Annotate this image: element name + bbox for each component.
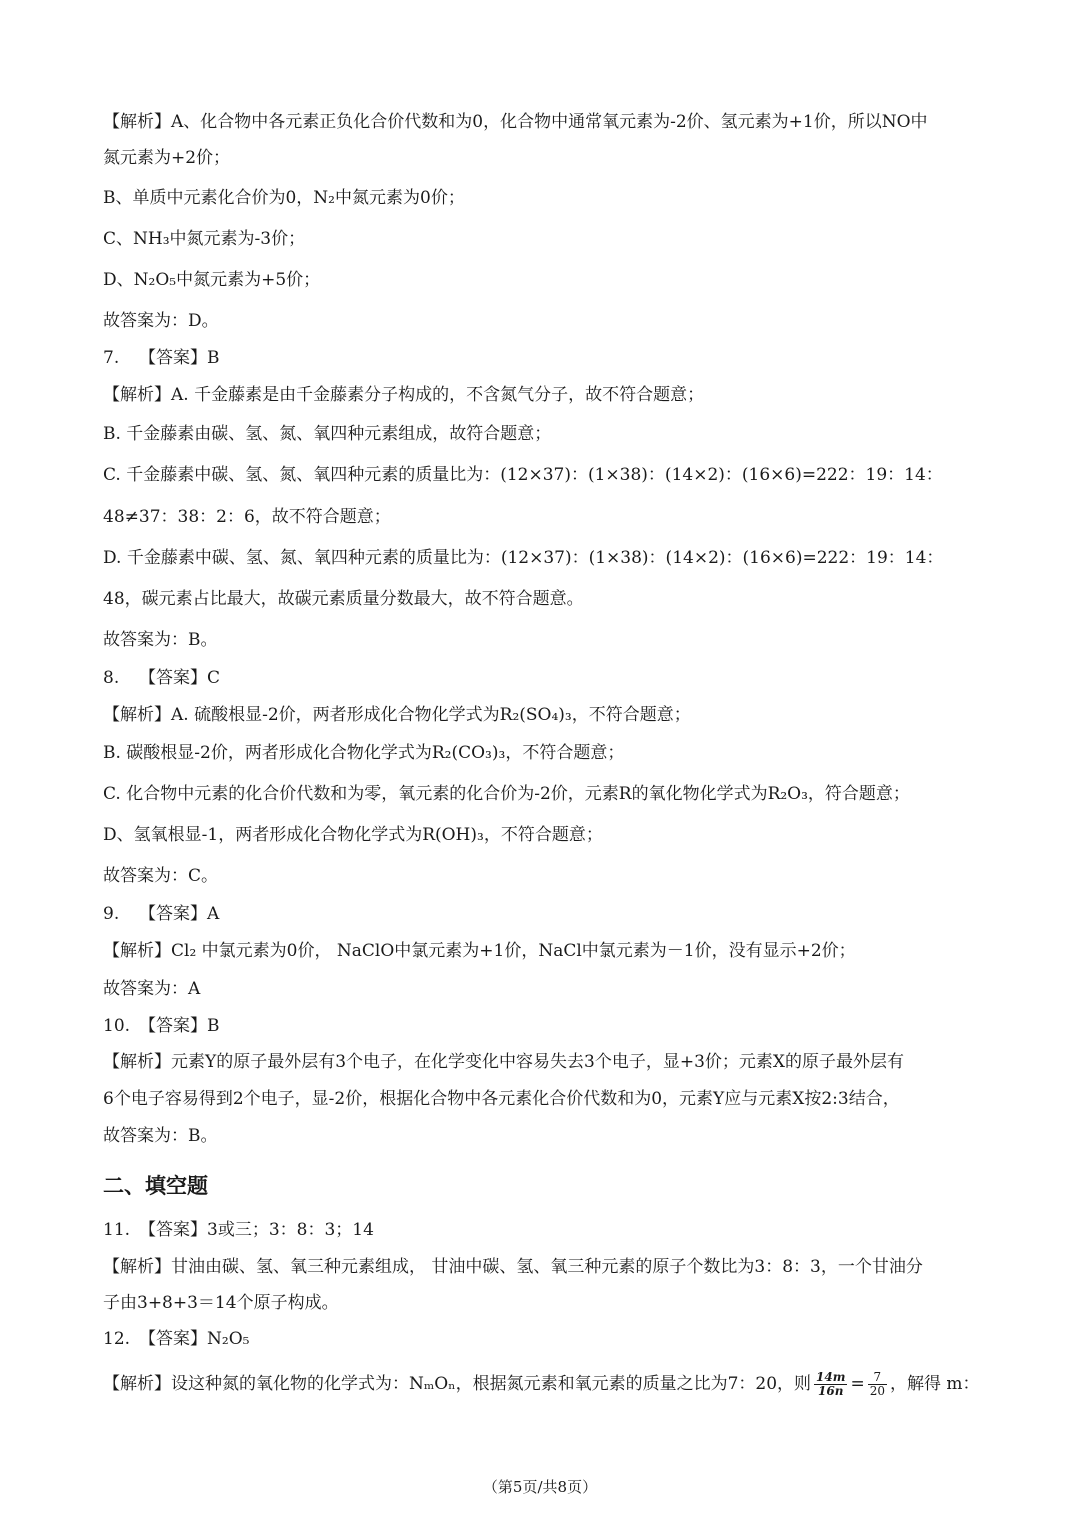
text-line: C. 化合物中元素的化合价代数和为零，氧元素的化合价为-2价，元素R的氧化物化学式为R₂O₃，符合题意；	[103, 784, 910, 804]
denominator: 20	[869, 1384, 885, 1398]
question-11-answer-line	[103, 1218, 983, 1242]
fraction-7-20	[868, 1371, 887, 1398]
answer-label: 【答案】3或三；3：8：3；14	[139, 1220, 374, 1240]
text-line: B. 碳酸根显-2价，两者形成化合物化学式为R₂(CO₃)₃，不符合题意；	[103, 743, 625, 763]
question-number: 12.	[103, 1329, 131, 1349]
question-number: 9.	[103, 904, 120, 924]
text-line: 【解析】元素Y的原子最外层有3个电子，在化学变化中容易失去3个电子，显+3价；元素X的原子最外层有	[103, 1052, 905, 1072]
text-line: D、N₂O₅中氮元素为+5价；	[103, 270, 321, 290]
numerator: 14m	[816, 1370, 846, 1384]
text-line: 【解析】A. 千金藤素是由千金藤素分子构成的，不含氮气分子，故不符合题意；	[103, 385, 705, 405]
text-line: 【解析】A. 硫酸根显-2价，两者形成化合物化学式为R₂(SO₄)₃，不符合题意；	[103, 705, 691, 725]
text-line: 故答案为：C。	[103, 866, 219, 886]
text-line: C、NH₃中氮元素为-3价；	[103, 229, 306, 249]
text-segment: ，解得 m：	[889, 1374, 980, 1394]
question-number: 7.	[103, 348, 120, 368]
text-line: B、单质中元素化合价为0，N₂中氮元素为0价；	[103, 188, 465, 208]
text-line: 【解析】甘油由碳、氢、氧三种元素组成， 甘油中碳、氢、氧三种元素的原子个数比为3：8：3，一个甘油分	[103, 1257, 923, 1277]
answer-label: 【答案】A	[139, 904, 220, 924]
text-line: 48≠37：38：2：6，故不符合题意；	[103, 507, 391, 527]
page-footer: （第5页/共8页）	[482, 1478, 598, 1496]
question-12-answer-line	[103, 1327, 983, 1351]
text-line: 故答案为：B。	[103, 1126, 218, 1146]
text-line: D、氢氧根显-1，两者形成化合物化学式为R(OH)₃，不符合题意；	[103, 825, 603, 845]
text-line: B. 千金藤素由碳、氢、氮、氧四种元素组成，故符合题意；	[103, 424, 552, 444]
text-line: C. 千金藤素中碳、氢、氮、氧四种元素的质量比为：(12×37)：(1×38)：(14×2)：(16×6)=222：19：14：	[103, 465, 943, 485]
question-10-answer-line	[103, 1014, 983, 1038]
text-segment: 【解析】设这种氮的氧化物的化学式为：NₘOₙ，根据氮元素和氧元素的质量之比为7：20，则	[103, 1374, 812, 1394]
text-line-with-fraction	[103, 1371, 983, 1398]
numerator: 7	[868, 1371, 887, 1385]
question-9-answer-line	[103, 902, 983, 926]
denominator: 16n	[818, 1384, 844, 1398]
text-line: 48，碳元素占比最大，故碳元素质量分数最大，故不符合题意。	[103, 589, 584, 609]
text-line: 氮元素为+2价；	[103, 148, 231, 168]
answer-label: 【答案】B	[139, 1016, 220, 1036]
answer-label: 【答案】C	[139, 668, 221, 688]
section-heading: 二、填空题	[103, 1174, 208, 1198]
question-8-answer-line	[103, 666, 983, 690]
text-line: 【解析】Cl₂ 中氯元素为0价， NaClO中氯元素为+1价，NaCl中氯元素为－1价，没有显示+2价；	[103, 941, 856, 961]
answer-label: 【答案】B	[139, 348, 220, 368]
text-line: D. 千金藤素中碳、氢、氮、氧四种元素的质量比为：(12×37)：(1×38)：(14×2)：(16×6)=222：19：14：	[103, 548, 944, 568]
question-7-answer-line	[103, 346, 983, 370]
question-number: 11.	[103, 1220, 131, 1240]
text-line: 【解析】A、化合物中各元素正负化合价代数和为0，化合物中通常氧元素为-2价、氢元素为+1价，所以NO中	[103, 112, 928, 132]
text-line: 故答案为：A	[103, 979, 201, 999]
question-number: 10.	[103, 1016, 131, 1036]
text-line: 故答案为：D。	[103, 311, 219, 331]
answer-label: 【答案】N₂O₅	[139, 1329, 250, 1349]
text-line: 6个电子容易得到2个电子，显-2价，根据化合物中各元素化合价代数和为0，元素Y应与元素X按2:3结合，	[103, 1089, 900, 1109]
fraction-14m-16n	[814, 1371, 847, 1398]
equals-sign: =	[850, 1374, 865, 1394]
text-line: 故答案为：B。	[103, 630, 218, 650]
question-number: 8.	[103, 668, 120, 688]
text-line: 子由3+8+3＝14个原子构成。	[103, 1293, 339, 1313]
